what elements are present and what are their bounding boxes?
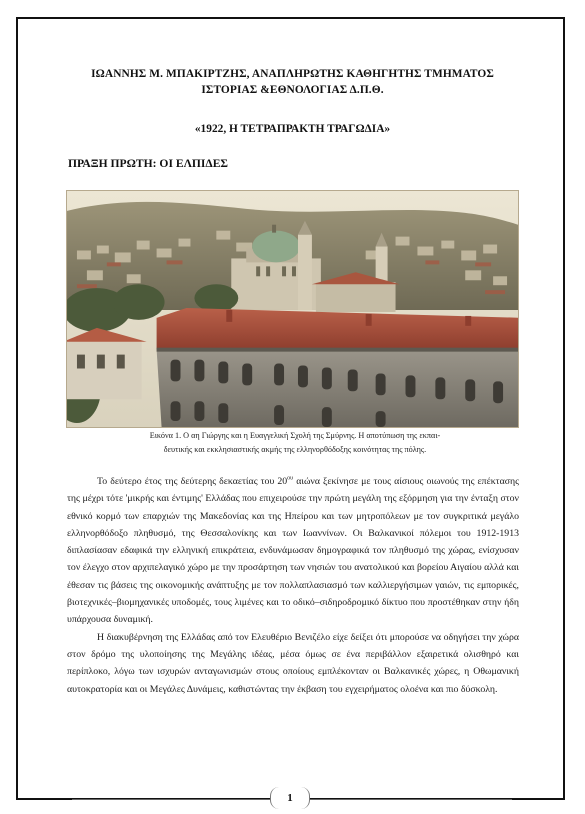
figure-caption-line2: δευτικής και εκκλησιαστικής ακμής της ελληνορθόδοξης κοινότητας της πόλης. (163, 445, 427, 454)
ordinal-superscript: ου (287, 475, 294, 482)
page-number: 1 (270, 787, 310, 809)
paragraph-1 (67, 473, 519, 629)
body-text (67, 473, 519, 698)
author-header-line1: ΙΩΑΝΝΗΣ Μ. ΜΠΑΚΙΡΤΖΗΣ, ΑΝΑΠΛΗΡΩΤΗΣ ΚΑΘΗΓΗΤΗΣ ΤΜΗΜΑΤΟΣ (91, 68, 494, 80)
historic-photo-smyrna (66, 190, 519, 428)
author-header-line2: ΙΣΤΟΡΙΑΣ &ΕΘΝΟΛΟΓΙΑΣ Δ.Π.Θ. (201, 84, 384, 96)
play-title: «1922, Η ΤΕΤΡΑΠΡΑΚΤΗ ΤΡΑΓΩΔΙΑ» (194, 123, 391, 135)
photo-illustration (67, 191, 518, 427)
figure-caption-line1: Εικόνα 1. Ο αη Γιώργης και η Ευαγγελική Σχολή της Σμύρνης. Η αποτύπωση της εκπαι- (149, 431, 441, 440)
paragraph-1-rest: αιώνα ξεκίνησε με τους αίσιους οιωνούς της επέκτασης της μέχρι τότε 'μικρής και έντιμης' Ελλάδας που επιχειρούσε την πρώτη μεγάλη της εξόρμηση για την ένταξη στον εθνικό κορμό των επαρχιών της Μακεδονίας και της Ηπείρου και των μητροπόλεων με τον συγκριτικά μεγάλο ελληνορθόδοξο πληθυσμό, της Θεσσαλονίκης και των Ιωαννίνων. Οι Βαλκανικοί πόλεμοι του 1912-1913 διπλασίασαν εδαφικά την ελληνική επικράτεια, ενδυνάμωσαν δημογραφικά τον πληθυσμό της χώρας, ενίσχυσαν τον έλεγχο στον αρχιπελαγικό χώρο με την προσάρτηση των νησιών του ανατολικού και βορείου Αιγαίου αλλά και έθεσαν τις βάσεις της οικονομικής ανάπτυξης με τον πολλαπλασιασμό των καλλιεργήσιμων γαιών, τις εμπορικές, βιοτεχνικές–βιομηχανικές υποδομές, τους λιμένες και το οδικό–σιδηροδρομικό δίκτυο που προστέθηκαν στην ήδη υπάρχουσα δυναμική. (67, 476, 520, 626)
paragraph-2: Η διακυβέρνηση της Ελλάδας από τον Ελευθέριο Βενιζέλο είχε δείξει ότι μπορούσε να οδηγήσει την χώρα στον δρόμο της υλοποίησης της Μεγάλης ιδέας, μέσα όμως σε ένα περιβάλλον εξαιρετικά ολισθηρό και περίπλοκο, λόγω των ισχυρών ανταγωνισμών στους οποίους εμπλέκονταν οι Βαλκανικές χώρες, η Οθωμανική αυτοκρατορία και οι Μεγάλες Δυνάμεις, καθιστώντας την έκβαση του εγχειρήματος ολοένα και πιο δύσκολη. (67, 631, 519, 695)
paragraph-1-start: Το δεύτερο έτος της δεύτερης δεκαετίας του 20 (97, 476, 288, 487)
figure-caption (110, 429, 480, 457)
act-title: ΠΡΑΞΗ ΠΡΩΤΗ: ΟΙ ΕΛΠΙΔΕΣ (68, 157, 229, 170)
